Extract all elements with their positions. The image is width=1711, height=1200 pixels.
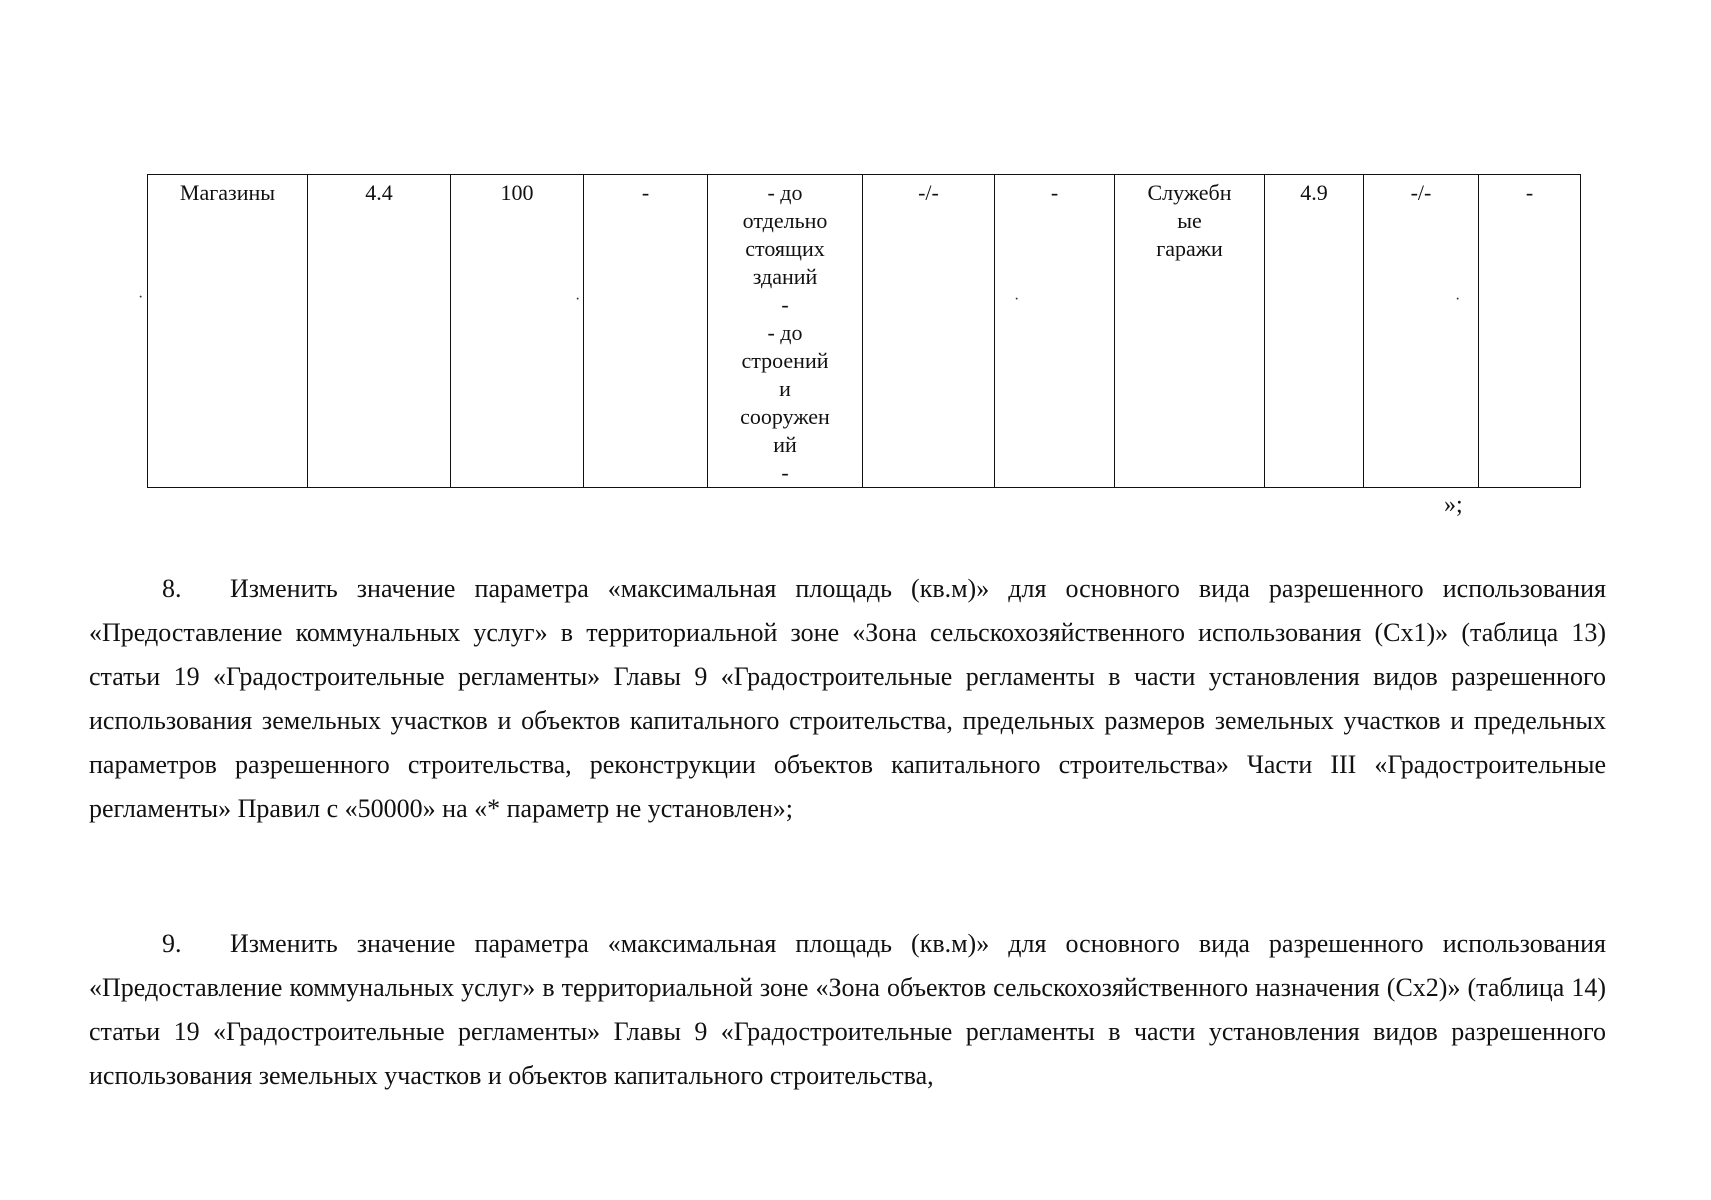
- table-cell-value: 100: [451, 175, 584, 488]
- table-cell-dash: -: [584, 175, 708, 488]
- table-cell-code: 4.4: [308, 175, 451, 488]
- paragraph-text: Изменить значение параметра «максимальная площадь (кв.м)» для основного вида разрешенного использования «Предоставление коммунальных услуг» в территориальной зоне «Зона сельскохозяйственного использования (Сх1)» (таблица 13) статьи 19 «Градостроительные регламенты» Главы 9 «Градостроительные регламенты в части установления видов разрешенного использования земельных участков и объектов капитального строительства, предельных размеров земельных участков и предельных параметров разрешенного строительства, реконструкции объектов капитального строительства» Части III «Градостроительные регламенты» Правил с «50000» на «* параметр не установлен»;: [89, 574, 1606, 823]
- table-cell-code: 4.9: [1265, 175, 1364, 488]
- paragraph-9: [89, 922, 1606, 1098]
- table-cell-dash: -: [1479, 175, 1581, 488]
- table-cell-setbacks: - до отдельно стоящих зданий - - до строений и сооружен ий -: [708, 175, 863, 488]
- scan-speck: ·: [1014, 291, 1020, 308]
- table-cell-ratio: -/-: [863, 175, 995, 488]
- scan-speck: ·: [138, 289, 144, 306]
- table-cell-auxiliary-use: Служебн ые гаражи: [1115, 175, 1265, 488]
- table-cell-ratio: -/-: [1364, 175, 1479, 488]
- table-row: [148, 175, 1581, 488]
- regulations-table: [147, 174, 1581, 488]
- paragraph-number: 8.: [162, 574, 182, 603]
- paragraph-8: [89, 567, 1606, 831]
- scan-speck: ·: [1455, 291, 1461, 308]
- paragraph-number: 9.: [162, 929, 182, 958]
- closing-quote: »;: [1444, 492, 1463, 518]
- paragraph-text: Изменить значение параметра «максимальная площадь (кв.м)» для основного вида разрешенного использования «Предоставление коммунальных услуг» в территориальной зоне «Зона объектов сельскохозяйственного назначения (Сх2)» (таблица 14) статьи 19 «Градостроительные регламенты» Главы 9 «Градостроительные регламенты в части установления видов разрешенного использования земельных участков и объектов капитального строительства,: [89, 929, 1606, 1090]
- scan-speck: ·: [575, 291, 581, 308]
- table-cell-dash: -: [995, 175, 1115, 488]
- table-cell-use-type: Магазины: [148, 175, 308, 488]
